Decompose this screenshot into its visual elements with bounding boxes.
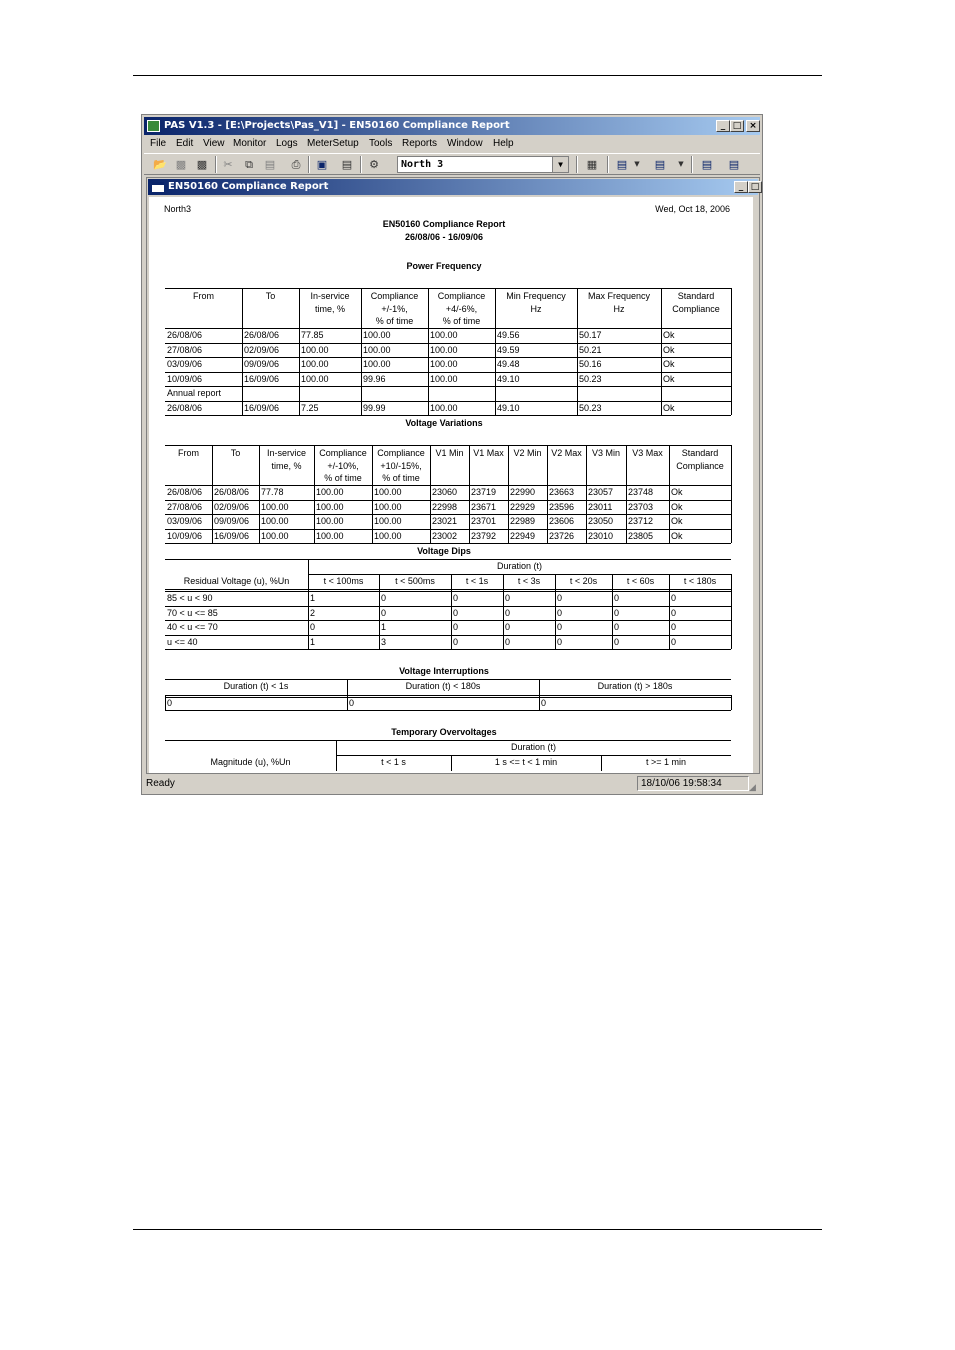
table-cell: 0: [614, 636, 620, 647]
table-rule: [165, 386, 731, 387]
table-header: t < 3s: [517, 576, 541, 586]
table-cell: 50.23: [579, 373, 602, 384]
table-cell: Ok: [671, 516, 683, 526]
table-cell: 22990: [510, 487, 536, 497]
table-cell: 0: [505, 636, 511, 647]
table-cell: 1: [310, 593, 316, 603]
table-rule: [165, 415, 731, 416]
voltage-dips-heading: Voltage Dips: [417, 546, 471, 556]
table-header: From: [178, 448, 199, 458]
power-frequency-heading: Power Frequency: [406, 261, 482, 271]
table-cell: Ok: [663, 402, 675, 413]
table-header: Min Frequency Hz: [506, 291, 566, 314]
table-header: In-service time, %: [266, 448, 306, 471]
table-rule: [731, 574, 732, 649]
upload-icon[interactable]: ▤: [616, 158, 628, 171]
table-rule: [451, 755, 452, 771]
table-rule: [165, 589, 731, 590]
download-icon[interactable]: ▤: [654, 158, 666, 171]
table-rule: [165, 649, 731, 650]
table-cell: 100.00: [316, 530, 344, 541]
table-cell: 09/09/06: [214, 516, 250, 526]
table-cell: 23748: [628, 487, 654, 497]
table-cell: 100.00: [374, 487, 402, 497]
upload-dropdown-icon[interactable]: ▼: [634, 160, 640, 168]
table-rule: [308, 559, 309, 649]
minimize-button[interactable]: _: [716, 120, 730, 132]
table-header: 1 s <= t < 1 min: [494, 757, 558, 767]
table-rule: [165, 328, 731, 329]
child-title-bar[interactable]: [148, 179, 758, 195]
table-cell: 0: [671, 622, 677, 632]
table-cell: 49.10: [497, 402, 520, 413]
table-cell: 0: [557, 607, 563, 618]
table-cell: 100.00: [430, 402, 458, 413]
table-cell: 0: [505, 622, 511, 632]
table-cell: 0: [671, 607, 677, 618]
table-cell: 70 < u <= 85: [167, 607, 218, 618]
report-period: 26/08/06 - 16/09/06: [404, 232, 484, 242]
table-header: t < 60s: [626, 576, 655, 586]
table-cell: 22949: [510, 530, 536, 541]
table-cell: 22998: [432, 501, 458, 512]
table-header: V2 Min: [513, 448, 542, 458]
table-cell: 16/09/06: [214, 530, 250, 541]
table-rule: [165, 710, 731, 711]
table-header: Compliance +10/-15%, % of time: [377, 448, 425, 483]
table-cell: 22929: [510, 501, 536, 512]
table-cell: 0: [453, 593, 459, 603]
menu-bar: [144, 136, 760, 152]
table-rule: [612, 574, 613, 649]
table-header: Standard Compliance: [676, 448, 724, 471]
table-rule: [165, 695, 731, 696]
table-header: Duration (t): [510, 742, 556, 752]
report-title: EN50160 Compliance Report: [382, 219, 506, 229]
voltage-interruptions-heading: Voltage Interruptions: [399, 666, 489, 676]
table-header: V3 Max: [632, 448, 663, 458]
table-rule: [669, 445, 670, 543]
table-cell: 09/09/06: [244, 359, 280, 369]
table-cell: 99.96: [363, 373, 386, 384]
table-cell: 1: [310, 636, 316, 647]
table-cell: 0: [541, 698, 547, 708]
table-cell: 49.56: [497, 330, 520, 340]
table-header: t < 180s: [683, 576, 717, 586]
table-cell: 23792: [471, 530, 497, 541]
table-cell: 2: [310, 607, 316, 618]
report-site: North3: [164, 204, 192, 214]
table-rule: [555, 574, 556, 649]
table-rule: [165, 559, 731, 560]
table-rule: [165, 697, 731, 698]
site-select[interactable]: [397, 156, 569, 173]
table-cell: Ok: [671, 530, 683, 541]
table-header: V1 Max: [473, 448, 504, 458]
table-rule: [308, 574, 731, 575]
report-date: Wed, Oct 18, 2006: [655, 204, 730, 214]
table-cell: 0: [505, 593, 511, 603]
table-cell: 0: [557, 593, 563, 603]
table-cell: 100.00: [374, 501, 402, 512]
table-cell: 23010: [588, 530, 614, 541]
table-cell: 0: [453, 607, 459, 618]
table-cell: 99.99: [363, 402, 386, 413]
table-rule: [451, 574, 452, 649]
table-cell: 23671: [471, 501, 497, 512]
table-cell: 100.00: [430, 330, 458, 340]
table-rule: [361, 288, 362, 415]
properties-icon[interactable]: ▤: [341, 158, 353, 171]
table-cell: 7.25: [301, 402, 319, 413]
table-header: Max Frequency Hz: [587, 291, 651, 314]
table-cell: 50.16: [579, 359, 602, 369]
table-cell: 26/08/06: [167, 330, 203, 340]
table-cell: 26/08/06: [244, 330, 280, 340]
table-cell: 23606: [549, 516, 575, 526]
table-cell: 100.00: [261, 530, 289, 541]
status-datetime: 18/10/06 19:58:34: [637, 776, 749, 791]
table-rule: [165, 485, 731, 486]
table-cell: 77.85: [301, 330, 324, 340]
table-header: In-service time, %: [310, 291, 350, 314]
table-header: V3 Min: [591, 448, 620, 458]
table-cell: 23701: [471, 516, 497, 526]
voltage-variations-heading: Voltage Variations: [405, 418, 483, 428]
table-cell: Ok: [663, 373, 675, 384]
table-cell: 23002: [432, 530, 458, 541]
connect-icon[interactable]: ⚙: [369, 158, 379, 171]
menu-help[interactable]: Help: [493, 138, 514, 149]
table-cell: 26/08/06: [167, 487, 203, 497]
table-rule: [259, 445, 260, 543]
table-rule: [661, 288, 662, 415]
page-top-rule: [133, 75, 822, 76]
table-cell: 0: [453, 622, 459, 632]
table-rule: [577, 288, 578, 415]
table-rule: [626, 445, 627, 543]
table-rule: [428, 288, 429, 415]
table-header: t < 1 s: [381, 757, 406, 767]
menu-monitor[interactable]: Monitor: [233, 138, 267, 149]
table-cell: 02/09/06: [244, 344, 280, 355]
table-cell: 77.78: [261, 487, 284, 497]
table-cell: 23596: [549, 501, 575, 512]
table-cell: 23060: [432, 487, 458, 497]
table-cell: 3: [381, 636, 387, 647]
table-cell: 100.00: [374, 530, 402, 541]
menu-reports[interactable]: Reports: [402, 138, 438, 149]
table-cell: 49.10: [497, 373, 520, 384]
table-rule: [469, 445, 470, 543]
temporary-overvoltages-heading: Temporary Overvoltages: [391, 727, 497, 737]
table-cell: 23021: [432, 516, 458, 526]
table-rule: [165, 591, 731, 592]
table-cell: Ok: [663, 344, 675, 355]
table-cell: 23805: [628, 530, 654, 541]
table-cell: 10/09/06: [167, 373, 203, 384]
table-rule: [165, 740, 731, 741]
table-cell: 85 < u < 90: [167, 593, 213, 603]
table-header: Standard Compliance: [672, 291, 720, 314]
table-rule: [242, 288, 243, 415]
table-rule: [165, 679, 731, 680]
table-header: t < 20s: [569, 576, 598, 586]
table-cell: 100.00: [301, 373, 329, 384]
table-cell: 0: [167, 698, 173, 708]
table-header: To: [265, 291, 276, 301]
table-cell: 0: [453, 636, 459, 647]
table-cell: 23050: [588, 516, 614, 526]
report-child-window: [146, 177, 760, 774]
table-cell: 49.59: [497, 344, 520, 355]
print-icon[interactable]: ⎙: [291, 158, 301, 171]
table-cell: Annual report: [167, 388, 222, 398]
table-header: Duration (t) > 180s: [597, 681, 673, 691]
table-cell: 16/09/06: [244, 402, 280, 413]
table-rule: [165, 620, 731, 621]
table-rule: [669, 574, 670, 649]
table-cell: 100.00: [316, 487, 344, 497]
resize-grip-icon[interactable]: ◢: [749, 782, 756, 792]
table-cell: 0: [557, 636, 563, 647]
child-title: EN50160 Compliance Report: [168, 181, 329, 192]
table-rule: [495, 288, 496, 415]
table-cell: 1: [381, 622, 387, 632]
table-cell: 100.00: [430, 359, 458, 369]
table-header: To: [230, 448, 241, 458]
download-dropdown-icon[interactable]: ▼: [678, 160, 684, 168]
table-cell: 100.00: [261, 501, 289, 512]
table-cell: 0: [310, 622, 316, 632]
maximize-button[interactable]: □: [730, 120, 744, 132]
table-rule: [299, 288, 300, 415]
table-rule: [372, 445, 373, 543]
table-cell: 03/09/06: [167, 359, 203, 369]
table-cell: 0: [671, 593, 677, 603]
table-header: Compliance +/-1%, % of time: [370, 291, 419, 326]
save-icon[interactable]: ▩: [175, 158, 187, 171]
table-rule: [336, 755, 731, 756]
table-cell: 100.00: [363, 330, 391, 340]
table-rule: [165, 695, 166, 710]
table-cell: 100.00: [363, 344, 391, 355]
table-header: Compliance +/-10%, % of time: [319, 448, 367, 483]
table-cell: 0: [614, 622, 620, 632]
table-rule: [336, 740, 337, 771]
preview-icon[interactable]: ▣: [316, 158, 328, 171]
table-rule: [165, 529, 731, 530]
table-cell: Ok: [663, 330, 675, 340]
table-cell: 27/08/06: [167, 501, 203, 512]
table-rule: [430, 445, 431, 543]
table-cell: 50.17: [579, 330, 602, 340]
child-minimize-button[interactable]: _: [734, 181, 748, 193]
menu-window[interactable]: Window: [447, 138, 483, 149]
table-header: Duration (t): [496, 561, 542, 571]
table-header: t < 500ms: [395, 576, 435, 586]
table-cell: 49.48: [497, 359, 520, 369]
table-cell: 100.00: [261, 516, 289, 526]
table-header: Residual Voltage (u), %Un: [183, 576, 290, 586]
copy-icon[interactable]: ⧉: [245, 158, 253, 171]
close-button[interactable]: ×: [746, 120, 760, 132]
pas-app-icon: [147, 120, 160, 132]
table-cell: 0: [671, 636, 677, 647]
open-icon[interactable]: 📂: [153, 158, 167, 171]
table-rule: [731, 445, 732, 543]
table-cell: Ok: [671, 487, 683, 497]
report-page: [149, 197, 755, 773]
table-header: t < 100ms: [323, 576, 364, 586]
table-rule: [165, 543, 731, 544]
table-rule: [165, 343, 731, 344]
table-rule: [165, 288, 731, 289]
table-rule: [731, 695, 732, 710]
table-rule: [379, 574, 380, 649]
table-rule: [212, 445, 213, 543]
table-header: Magnitude (u), %Un: [210, 757, 291, 767]
graph-icon[interactable]: ▤: [728, 158, 740, 171]
table-header: t >= 1 min: [645, 757, 687, 767]
table-rule: [165, 635, 731, 636]
save-all-icon[interactable]: ▩: [196, 158, 208, 171]
table-cell: 100.00: [430, 373, 458, 384]
table-cell: 23703: [628, 501, 654, 512]
table-header: V1 Min: [435, 448, 464, 458]
table-cell: 22989: [510, 516, 536, 526]
table-rule: [731, 288, 732, 415]
table-rule: [165, 500, 731, 501]
table-cell: 26/08/06: [167, 402, 203, 413]
table-cell: Ok: [671, 501, 683, 512]
table-cell: 23057: [588, 487, 614, 497]
table-cell: 23712: [628, 516, 654, 526]
chevron-down-icon[interactable]: ▼: [552, 157, 568, 172]
table-header: Duration (t) < 1s: [223, 681, 289, 691]
table-rule: [165, 445, 731, 446]
table-cell: 100.00: [316, 501, 344, 512]
table-cell: 0: [614, 593, 620, 603]
meter-icon[interactable]: ▦: [586, 158, 598, 171]
table-cell: 23011: [588, 501, 613, 512]
menu-logs[interactable]: Logs: [276, 138, 298, 149]
table-rule: [347, 679, 348, 710]
menu-edit[interactable]: Edit: [176, 138, 194, 149]
table-cell: 16/09/06: [244, 373, 280, 384]
table-cell: 100.00: [301, 344, 329, 355]
toolbar: [144, 153, 760, 175]
app-title-bar[interactable]: [144, 117, 760, 135]
table-cell: 100.00: [316, 516, 344, 526]
table-rule: [503, 574, 504, 649]
table-cell: 02/09/06: [214, 501, 250, 512]
table-cell: 0: [557, 622, 563, 632]
table-rule: [165, 372, 731, 373]
cut-icon[interactable]: ✂: [223, 158, 233, 171]
table-rule: [165, 514, 731, 515]
table-cell: 23663: [549, 487, 575, 497]
menu-tools[interactable]: Tools: [369, 138, 393, 149]
table-cell: 40 < u <= 70: [167, 622, 218, 632]
table-cell: 100.00: [374, 516, 402, 526]
site-select-value: North 3: [401, 159, 444, 170]
table-cell: 26/08/06: [214, 487, 250, 497]
table-cell: 03/09/06: [167, 516, 203, 526]
table-cell: 0: [349, 698, 355, 708]
table-cell: 100.00: [430, 344, 458, 355]
menu-file[interactable]: File: [150, 138, 167, 149]
table-rule: [508, 445, 509, 543]
table-rule: [165, 606, 731, 607]
menu-metersetup[interactable]: MeterSetup: [307, 138, 359, 149]
report-scrollbar[interactable]: [753, 197, 757, 773]
table-cell: u <= 40: [167, 636, 198, 647]
menu-view[interactable]: View: [203, 138, 225, 149]
table-rule: [314, 445, 315, 543]
table-rule: [165, 357, 731, 358]
table-header: V2 Max: [551, 448, 582, 458]
table-cell: 27/08/06: [167, 344, 203, 355]
table-rule: [586, 445, 587, 543]
app-title: PAS V1.3 - [E:\Projects\Pas_V1] - EN50160 Compliance Report: [164, 120, 510, 131]
table-rule: [547, 445, 548, 543]
table-cell: 23726: [549, 530, 575, 541]
table-cell: 10/09/06: [167, 530, 203, 541]
table-cell: 50.21: [579, 344, 602, 355]
table-header: From: [193, 291, 214, 301]
table-cell: 23719: [471, 487, 497, 497]
table-cell: 100.00: [363, 359, 391, 369]
page-bottom-rule: [133, 1229, 822, 1230]
table-cell: 0: [505, 607, 511, 618]
table-cell: 100.00: [301, 359, 329, 369]
pas-app-window: [141, 114, 763, 795]
status-text: Ready: [146, 778, 175, 789]
table-header: t < 1s: [465, 576, 489, 586]
table-cell: Ok: [663, 359, 675, 369]
table-rule: [539, 679, 540, 710]
child-maximize-button[interactable]: □: [748, 181, 762, 193]
table-header: Compliance +4/-6%, % of time: [437, 291, 486, 326]
chart-icon[interactable]: ▤: [701, 158, 713, 171]
paste-icon[interactable]: ▤: [264, 158, 276, 171]
table-cell: 0: [381, 593, 387, 603]
table-header: Duration (t) < 180s: [405, 681, 481, 691]
table-rule: [165, 401, 731, 402]
table-cell: 0: [381, 607, 387, 618]
table-cell: 50.23: [579, 402, 602, 413]
status-bar: [144, 775, 760, 793]
document-icon: [152, 182, 164, 192]
table-rule: [601, 755, 602, 771]
table-cell: 0: [614, 607, 620, 618]
